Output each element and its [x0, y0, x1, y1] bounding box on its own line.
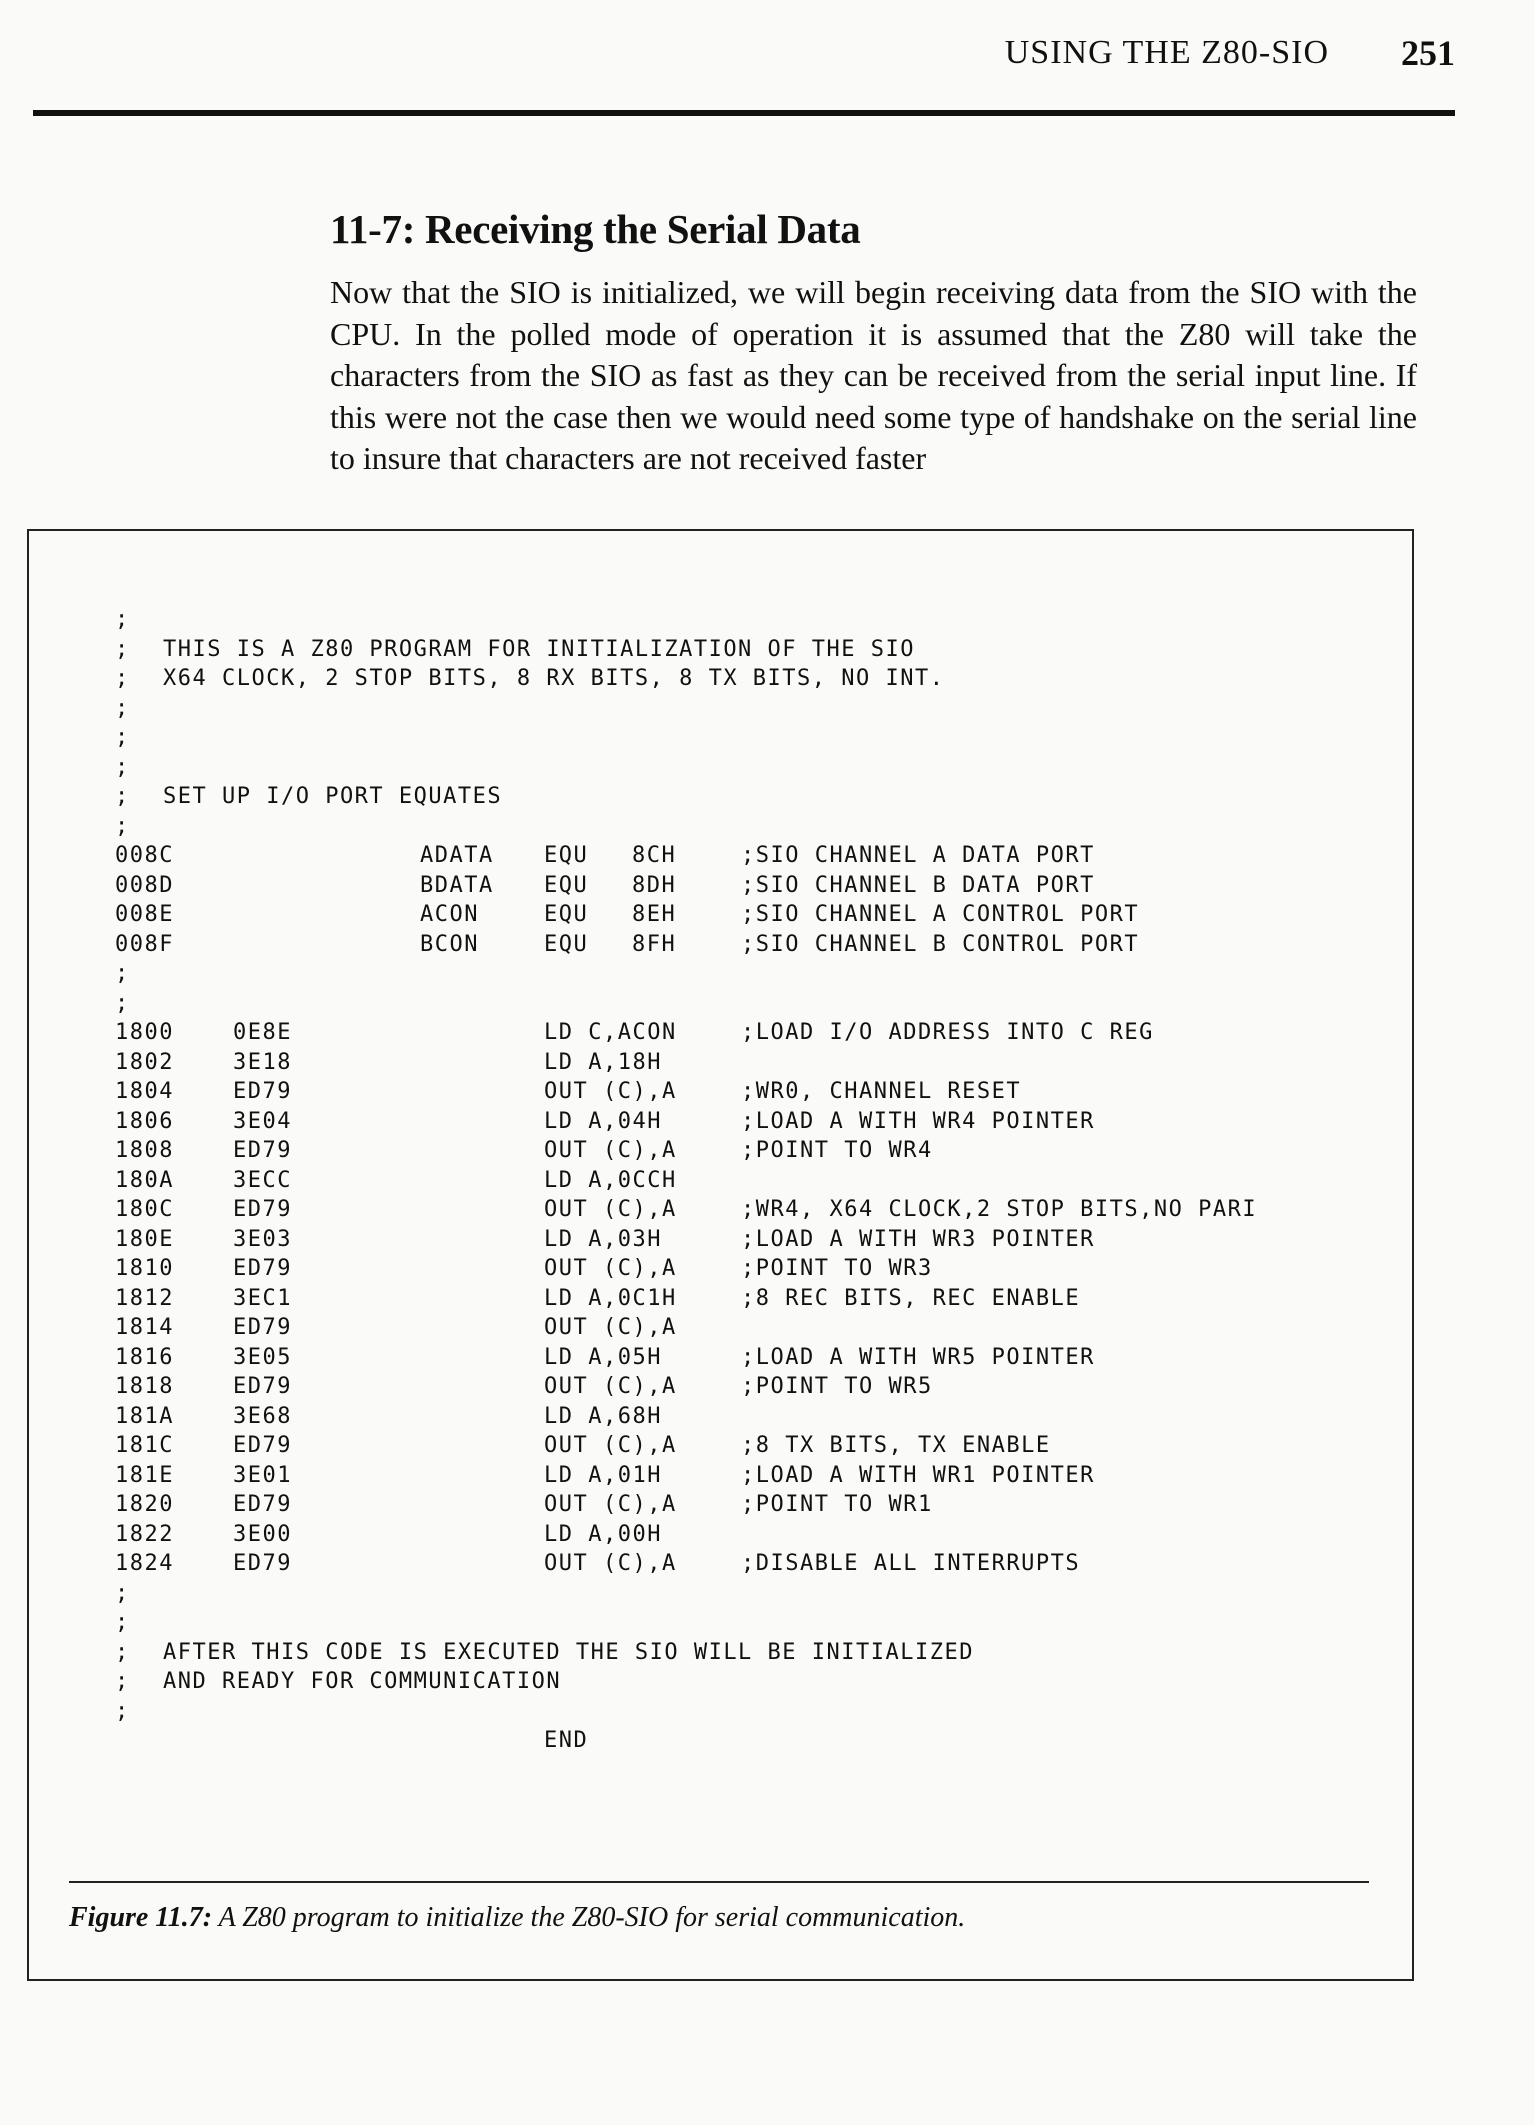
listing-comment: ;POINT TO WR3	[741, 1256, 933, 1281]
listing-comment-text: SET UP I/O PORT EQUATES	[163, 784, 503, 809]
listing-label: ADATA	[420, 843, 494, 868]
listing-line	[115, 1522, 1395, 1552]
listing-instruction: EQU	[544, 843, 589, 868]
listing-address: ;	[115, 1639, 130, 1665]
listing-line	[115, 607, 1395, 637]
listing-address: ;	[115, 666, 130, 691]
listing-instruction: EQU	[544, 902, 589, 927]
listing-address: ;	[115, 636, 130, 662]
listing-operand: 8DH	[632, 872, 677, 898]
listing-line	[115, 666, 1395, 696]
listing-instruction: OUT (C),A	[544, 1079, 677, 1104]
listing-line	[115, 1256, 1395, 1286]
listing-address: 180C	[115, 1197, 174, 1222]
listing-operand: 8CH	[632, 843, 677, 868]
listing-address: ;	[115, 695, 130, 721]
listing-comment: ;LOAD A WITH WR4 POINTER	[741, 1108, 1095, 1134]
listing-instruction: OUT (C),A	[544, 1433, 677, 1458]
listing-address: ;	[115, 1580, 130, 1606]
listing-comment-text: THIS IS A Z80 PROGRAM FOR INITIALIZATION OF THE SIO	[163, 636, 916, 662]
listing-line	[115, 991, 1395, 1021]
listing-line	[115, 784, 1395, 814]
listing-comment: ;LOAD A WITH WR3 POINTER	[741, 1226, 1095, 1252]
listing-machine-code: 0E8E	[233, 1020, 292, 1045]
listing-line	[115, 1345, 1395, 1375]
listing-comment: ;POINT TO WR1	[741, 1492, 933, 1517]
listing-line	[115, 1286, 1395, 1316]
listing-machine-code: 3E18	[233, 1049, 292, 1075]
listing-machine-code: ED79	[233, 1256, 292, 1281]
listing-address: ;	[115, 607, 130, 632]
listing-machine-code: 3E04	[233, 1108, 292, 1134]
listing-machine-code: ED79	[233, 1374, 292, 1399]
section-heading: 11-7: Receiving the Serial Data	[330, 206, 861, 252]
listing-instruction: LD A,00H	[544, 1521, 662, 1547]
listing-line	[115, 932, 1395, 962]
listing-instruction: OUT (C),A	[544, 1197, 677, 1222]
listing-instruction: LD A,01H	[544, 1462, 662, 1488]
listing-line	[115, 902, 1395, 932]
listing-address: 181E	[115, 1462, 174, 1488]
listing-comment: ;WR0, CHANNEL RESET	[741, 1079, 1022, 1104]
listing-address: ;	[115, 813, 130, 839]
listing-line	[115, 1728, 1395, 1758]
intro-paragraph: Now that the SIO is initialized, we will begin receiving data from the SIO with the CPU. In the polled mode of operation it is assumed that the Z80 will take the characters from the SIO as fast as they can be received from the serial input line. If this were not the case then we would need some type of handshake on the serial line to insure that characters are not received faster	[330, 274, 1417, 476]
listing-comment: ;8 REC BITS, REC ENABLE	[741, 1285, 1081, 1311]
listing-instruction: LD A,03H	[544, 1226, 662, 1252]
page-header	[33, 0, 1455, 120]
listing-line	[115, 1374, 1395, 1404]
listing-comment: ;SIO CHANNEL B CONTROL PORT	[741, 931, 1140, 957]
listing-label: BDATA	[420, 872, 494, 898]
listing-line	[115, 1138, 1395, 1168]
listing-address: 1800	[115, 1020, 174, 1045]
figure-caption-text: A Z80 program to initialize the Z80-SIO for serial communication.	[212, 1902, 966, 1933]
listing-instruction: LD A,0CCH	[544, 1167, 677, 1193]
listing-line	[115, 1315, 1395, 1345]
figure-caption-label: Figure 11.7:	[69, 1902, 213, 1933]
listing-line	[115, 961, 1395, 991]
listing-label: ACON	[420, 902, 479, 927]
header-rule	[33, 110, 1455, 116]
listing-line	[115, 1050, 1395, 1080]
listing-address: 181A	[115, 1403, 174, 1429]
listing-address: ;	[115, 990, 130, 1016]
listing-line	[115, 1463, 1395, 1493]
listing-comment: ;LOAD I/O ADDRESS INTO C REG	[741, 1020, 1154, 1045]
listing-line	[115, 725, 1395, 755]
listing-line	[115, 1168, 1395, 1198]
listing-comment: ;POINT TO WR5	[741, 1374, 933, 1399]
listing-machine-code: ED79	[233, 1551, 292, 1576]
listing-address: 1818	[115, 1374, 174, 1399]
listing-line	[115, 1669, 1395, 1699]
listing-instruction: OUT (C),A	[544, 1256, 677, 1281]
listing-line	[115, 843, 1395, 873]
listing-address: 008D	[115, 872, 174, 898]
listing-address: 1816	[115, 1344, 174, 1370]
listing-comment-text: AND READY FOR COMMUNICATION	[163, 1669, 562, 1694]
listing-address: 1810	[115, 1256, 174, 1281]
listing-machine-code: ED79	[233, 1138, 292, 1163]
listing-address: 1820	[115, 1492, 174, 1517]
listing-address: 1804	[115, 1079, 174, 1104]
listing-machine-code: 3E05	[233, 1344, 292, 1370]
listing-comment: ;SIO CHANNEL B DATA PORT	[741, 872, 1095, 898]
listing-line	[115, 814, 1395, 844]
listing-line	[115, 1551, 1395, 1581]
listing-machine-code: ED79	[233, 1315, 292, 1340]
listing-address: 1808	[115, 1138, 174, 1163]
listing-machine-code: ED79	[233, 1197, 292, 1222]
listing-line	[115, 755, 1395, 785]
listing-address: ;	[115, 1669, 130, 1694]
listing-address: 181C	[115, 1433, 174, 1458]
listing-address: 1814	[115, 1315, 174, 1340]
listing-operand: 8FH	[632, 931, 677, 957]
listing-instruction: LD A,0C1H	[544, 1285, 677, 1311]
listing-instruction: EQU	[544, 872, 589, 898]
listing-instruction: LD A,18H	[544, 1049, 662, 1075]
caption-rule	[69, 1881, 1369, 1883]
running-title: USING THE Z80-SIO	[1004, 34, 1329, 71]
listing-comment: ;8 TX BITS, TX ENABLE	[741, 1433, 1051, 1458]
listing-line	[115, 1699, 1395, 1729]
listing-address: 1806	[115, 1108, 174, 1134]
listing-line	[115, 1492, 1395, 1522]
listing-line	[115, 873, 1395, 903]
listing-machine-code: 3E01	[233, 1462, 292, 1488]
code-listing	[115, 607, 1395, 1758]
page-number: 251	[1401, 33, 1455, 73]
listing-comment: ;POINT TO WR4	[741, 1138, 933, 1163]
listing-instruction: OUT (C),A	[544, 1551, 677, 1576]
listing-address: 008E	[115, 902, 174, 927]
listing-instruction: OUT (C),A	[544, 1315, 677, 1340]
listing-instruction: LD C,ACON	[544, 1020, 677, 1045]
listing-comment: ;DISABLE ALL INTERRUPTS	[741, 1551, 1081, 1576]
listing-machine-code: 3E68	[233, 1403, 292, 1429]
listing-line	[115, 1610, 1395, 1640]
listing-line	[115, 1581, 1395, 1611]
listing-label: BCON	[420, 931, 479, 957]
listing-line	[115, 1079, 1395, 1109]
listing-line	[115, 637, 1395, 667]
listing-comment: ;SIO CHANNEL A CONTROL PORT	[741, 902, 1140, 927]
listing-comment: ;WR4, X64 CLOCK,2 STOP BITS,NO PARI	[741, 1197, 1258, 1222]
listing-machine-code: ED79	[233, 1433, 292, 1458]
listing-comment: ;SIO CHANNEL A DATA PORT	[741, 843, 1095, 868]
listing-address: 180E	[115, 1226, 174, 1252]
listing-address: ;	[115, 725, 130, 750]
listing-line	[115, 1227, 1395, 1257]
listing-line	[115, 1433, 1395, 1463]
figure-box	[27, 529, 1414, 1981]
listing-address: ;	[115, 1698, 130, 1724]
listing-address: 1824	[115, 1551, 174, 1576]
listing-address: ;	[115, 754, 130, 780]
listing-instruction: OUT (C),A	[544, 1138, 677, 1163]
listing-comment: ;LOAD A WITH WR1 POINTER	[741, 1462, 1095, 1488]
listing-address: 1812	[115, 1285, 174, 1311]
listing-machine-code: 3E03	[233, 1226, 292, 1252]
listing-machine-code: 3ECC	[233, 1167, 292, 1193]
figure-caption	[69, 1902, 965, 1934]
listing-address: 180A	[115, 1167, 174, 1193]
listing-instruction: LD A,68H	[544, 1403, 662, 1429]
listing-instruction: LD A,05H	[544, 1344, 662, 1370]
listing-line	[115, 1640, 1395, 1670]
listing-machine-code: 3E00	[233, 1521, 292, 1547]
listing-line	[115, 696, 1395, 726]
listing-line	[115, 1404, 1395, 1434]
listing-operand: 8EH	[632, 902, 677, 927]
listing-instruction: LD A,04H	[544, 1108, 662, 1134]
listing-address: 1802	[115, 1049, 174, 1075]
listing-machine-code: ED79	[233, 1492, 292, 1517]
listing-comment-text: AFTER THIS CODE IS EXECUTED THE SIO WILL BE INITIALIZED	[163, 1639, 974, 1665]
listing-machine-code: ED79	[233, 1079, 292, 1104]
listing-address: ;	[115, 1610, 130, 1635]
listing-instruction: OUT (C),A	[544, 1492, 677, 1517]
listing-instruction: OUT (C),A	[544, 1374, 677, 1399]
listing-instruction: END	[544, 1728, 589, 1753]
listing-line	[115, 1020, 1395, 1050]
listing-address: 008C	[115, 843, 174, 868]
listing-address: 008F	[115, 931, 174, 957]
listing-instruction: EQU	[544, 931, 589, 957]
listing-comment: ;LOAD A WITH WR5 POINTER	[741, 1344, 1095, 1370]
listing-address: 1822	[115, 1521, 174, 1547]
listing-comment-text: X64 CLOCK, 2 STOP BITS, 8 RX BITS, 8 TX BITS, NO INT.	[163, 666, 945, 691]
listing-line	[115, 1109, 1395, 1139]
listing-machine-code: 3EC1	[233, 1285, 292, 1311]
listing-line	[115, 1197, 1395, 1227]
listing-address: ;	[115, 961, 130, 986]
listing-address: ;	[115, 784, 130, 809]
